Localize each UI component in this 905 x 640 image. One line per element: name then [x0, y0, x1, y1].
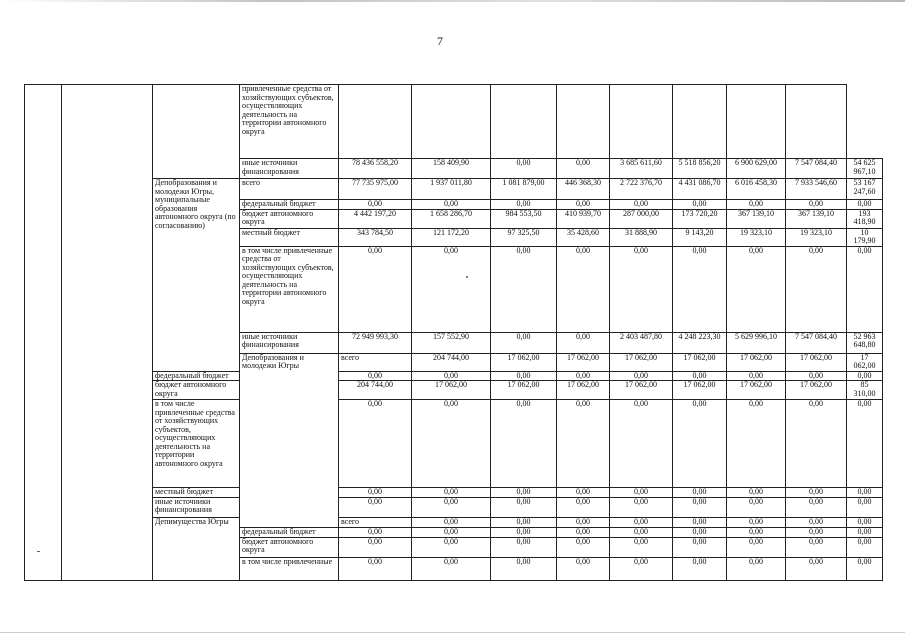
table-row [25, 179, 883, 200]
amount-cell: 0,00 [339, 557, 412, 580]
responsible-org-cell: Депобразования и молодежи Югры [240, 353, 339, 527]
amount-cell: 0,00 [673, 200, 727, 210]
amount-cell: 4 248 223,30 [673, 332, 727, 353]
amount-cell: 0,00 [786, 517, 847, 527]
amount-cell: 72 949 993,30 [339, 332, 412, 353]
table-row [25, 488, 883, 498]
amount-cell: 0,00 [491, 371, 557, 381]
amount-cell: 9 143,20 [673, 228, 727, 246]
funding-source-label: местный бюджет [153, 488, 240, 498]
amount-cell: 17 062,00 [610, 353, 673, 371]
amount-cell: 0,00 [412, 488, 491, 498]
amount-cell: 0,00 [412, 517, 491, 527]
amount-cell: 121 172,20 [412, 228, 491, 246]
amount-cell: 204 744,00 [412, 353, 491, 371]
amount-cell: 0,00 [786, 400, 847, 488]
amount-cell: 0,00 [786, 537, 847, 557]
amount-cell: 204 744,00 [339, 381, 412, 400]
amount-cell: 0,00 [786, 557, 847, 580]
scan-edge-bottom [0, 632, 905, 633]
amount-cell: 0,00 [847, 527, 883, 537]
funding-source-label: бюджет автономного округа [240, 209, 339, 228]
amount-cell: 0,00 [610, 537, 673, 557]
amount-cell: 193 418,90 [847, 209, 883, 228]
amount-cell: 4 431 086,70 [673, 179, 727, 200]
amount-cell: 0,00 [557, 517, 610, 527]
amount-cell: 173 720,20 [673, 209, 727, 228]
amount-cell: 17 062,00 [673, 353, 727, 371]
amount-cell: 0,00 [727, 246, 786, 332]
scan-speck [466, 276, 468, 278]
amount-cell: 0,00 [412, 497, 491, 517]
amount-cell: 0,00 [339, 400, 412, 488]
amount-cell: 367 139,10 [786, 209, 847, 228]
amount-cell: 17 062,00 [847, 353, 883, 371]
funding-source-label: всего [240, 179, 339, 200]
amount-cell: 17 062,00 [727, 353, 786, 371]
amount-cell: 6 900 629,00 [727, 159, 786, 179]
amount-cell: 0,00 [339, 200, 412, 210]
amount-cell: 85 310,00 [847, 381, 883, 400]
amount-cell: 0,00 [610, 200, 673, 210]
funding-source-label: бюджет автономного округа [153, 381, 240, 400]
amount-cell: 6 016 458,30 [727, 179, 786, 200]
amount-cell: 287 000,00 [610, 209, 673, 228]
amount-cell: 0,00 [610, 557, 673, 580]
amount-cell [673, 85, 727, 159]
amount-cell: 0,00 [673, 246, 727, 332]
amount-cell: 0,00 [727, 400, 786, 488]
amount-cell: 0,00 [412, 537, 491, 557]
amount-cell: 0,00 [673, 537, 727, 557]
amount-cell: 0,00 [412, 200, 491, 210]
amount-cell [727, 85, 786, 159]
funding-source-label: федеральный бюджет [240, 200, 339, 210]
amount-cell: 17 062,00 [412, 381, 491, 400]
amount-cell: 0,00 [610, 246, 673, 332]
amount-cell: 0,00 [610, 488, 673, 498]
funding-source-label: иные источники финансирования [240, 332, 339, 353]
amount-cell: 0,00 [673, 400, 727, 488]
amount-cell: 7 547 084,40 [786, 159, 847, 179]
table-row [25, 371, 883, 381]
amount-cell: 1 658 286,70 [412, 209, 491, 228]
amount-cell: 17 062,00 [557, 381, 610, 400]
funding-source-label: привлеченные средства от хозяйствующих субъектов, осуществляющих деятельность на территории автономного округа [240, 85, 339, 159]
budget-table [24, 84, 883, 581]
amount-cell: 0,00 [847, 537, 883, 557]
table-row [25, 400, 883, 488]
amount-cell: 17 062,00 [786, 353, 847, 371]
amount-cell: 0,00 [412, 557, 491, 580]
amount-cell: 0,00 [491, 332, 557, 353]
amount-cell: 0,00 [727, 537, 786, 557]
amount-cell: 17 062,00 [786, 381, 847, 400]
amount-cell: 0,00 [610, 371, 673, 381]
amount-cell: 7 933 546,60 [786, 179, 847, 200]
scan-speck [37, 551, 40, 552]
amount-cell: 0,00 [610, 400, 673, 488]
amount-cell: 0,00 [557, 332, 610, 353]
amount-cell: 17 062,00 [491, 353, 557, 371]
amount-cell [412, 85, 491, 159]
funding-source-label: в том числе привлеченные средства от хозяйствующих субъектов, осуществляющих деятельность на территории автономного округа [240, 246, 339, 332]
amount-cell: 5 629 996,10 [727, 332, 786, 353]
amount-cell: 0,00 [673, 557, 727, 580]
table-row [25, 497, 883, 517]
page-number: 7 [437, 34, 443, 48]
amount-cell: 367 139,10 [727, 209, 786, 228]
amount-cell: 0,00 [786, 371, 847, 381]
scan-edge-top [0, 0, 905, 2]
amount-cell: 0,00 [491, 557, 557, 580]
responsible-org-cell: Депобразования и молодежи Югры, муниципальные образования автономного округа (по согласованию) [153, 179, 240, 372]
funding-source-label: всего [339, 353, 412, 371]
amount-cell: 1 081 879,00 [491, 179, 557, 200]
amount-cell: 19 323,10 [727, 228, 786, 246]
amount-cell: 0,00 [557, 537, 610, 557]
amount-cell: 78 436 558,20 [339, 159, 412, 179]
amount-cell: 446 368,30 [557, 179, 610, 200]
amount-cell: 77 735 975,00 [339, 179, 412, 200]
amount-cell: 0,00 [491, 246, 557, 332]
amount-cell [557, 85, 610, 159]
amount-cell: 0,00 [610, 497, 673, 517]
amount-cell: 0,00 [727, 497, 786, 517]
amount-cell: 35 428,60 [557, 228, 610, 246]
amount-cell: 0,00 [727, 371, 786, 381]
table-row [25, 517, 883, 527]
amount-cell: 0,00 [727, 517, 786, 527]
funding-source-label: федеральный бюджет [240, 527, 339, 537]
amount-cell: 0,00 [557, 497, 610, 517]
amount-cell [610, 85, 673, 159]
amount-cell: 54 625 967,10 [847, 159, 883, 179]
amount-cell [339, 85, 412, 159]
amount-cell: 0,00 [557, 527, 610, 537]
amount-cell: 0,00 [557, 200, 610, 210]
amount-cell: 0,00 [610, 527, 673, 537]
amount-cell: 0,00 [673, 527, 727, 537]
amount-cell: 4 442 197,20 [339, 209, 412, 228]
amount-cell: 0,00 [786, 246, 847, 332]
amount-cell: 17 062,00 [673, 381, 727, 400]
amount-cell: 0,00 [557, 246, 610, 332]
blank-column-2 [62, 85, 153, 581]
amount-cell: 2 722 376,70 [610, 179, 673, 200]
funding-source-label: в том числе привлеченные средства от хозяйствующих субъектов, осуществляющих деятельность на территории автономного округа [153, 400, 240, 488]
amount-cell: 0,00 [412, 246, 491, 332]
amount-cell: 0,00 [339, 497, 412, 517]
amount-cell: 0,00 [847, 371, 883, 381]
amount-cell: 0,00 [412, 371, 491, 381]
amount-cell: 0,00 [339, 371, 412, 381]
amount-cell: 0,00 [847, 400, 883, 488]
amount-cell: 0,00 [491, 537, 557, 557]
responsible-org-cell: Депимущества Югры [153, 517, 240, 580]
amount-cell: 0,00 [491, 517, 557, 527]
amount-cell: 0,00 [786, 200, 847, 210]
amount-cell: 0,00 [339, 246, 412, 332]
table-row [25, 85, 883, 159]
amount-cell: 17 062,00 [727, 381, 786, 400]
amount-cell: 0,00 [491, 488, 557, 498]
amount-cell: 0,00 [557, 488, 610, 498]
amount-cell: 17 062,00 [610, 381, 673, 400]
amount-cell [786, 85, 847, 159]
amount-cell: 0,00 [557, 400, 610, 488]
amount-cell: 0,00 [847, 488, 883, 498]
funding-source-label: местный бюджет [240, 228, 339, 246]
table-body [25, 85, 883, 581]
amount-cell: 0,00 [727, 488, 786, 498]
amount-cell: 0,00 [673, 517, 727, 527]
amount-cell: 0,00 [491, 159, 557, 179]
blank-column-1 [25, 85, 62, 581]
amount-cell: 0,00 [847, 497, 883, 517]
amount-cell: 343 784,50 [339, 228, 412, 246]
amount-cell: 0,00 [610, 517, 673, 527]
amount-cell: 0,00 [727, 200, 786, 210]
funding-source-label: бюджет автономного округа [240, 537, 339, 557]
amount-cell: 0,00 [673, 497, 727, 517]
amount-cell [491, 85, 557, 159]
amount-cell: 53 167 247,60 [847, 179, 883, 200]
amount-cell: 0,00 [491, 497, 557, 517]
amount-cell: 0,00 [557, 159, 610, 179]
amount-cell: 0,00 [491, 527, 557, 537]
amount-cell: 31 888,90 [610, 228, 673, 246]
responsible-org-cell [153, 85, 240, 179]
amount-cell: 0,00 [673, 488, 727, 498]
funding-source-label: в том числе привлеченные [240, 557, 339, 580]
funding-source-label: федеральный бюджет [153, 371, 240, 381]
amount-cell: 0,00 [412, 527, 491, 537]
amount-cell: 3 685 611,60 [610, 159, 673, 179]
funding-source-label: иные источники финансирования [240, 159, 339, 179]
amount-cell: 984 553,50 [491, 209, 557, 228]
amount-cell: 1 937 011,80 [412, 179, 491, 200]
table-row [25, 381, 883, 400]
amount-cell: 0,00 [412, 400, 491, 488]
amount-cell: 0,00 [727, 557, 786, 580]
amount-cell: 0,00 [491, 400, 557, 488]
amount-cell: 0,00 [339, 527, 412, 537]
amount-cell: 0,00 [557, 371, 610, 381]
amount-cell: 17 062,00 [557, 353, 610, 371]
amount-cell: 157 552,90 [412, 332, 491, 353]
funding-source-label: иные источники финансирования [153, 497, 240, 517]
amount-cell: 7 547 084,40 [786, 332, 847, 353]
amount-cell: 0,00 [673, 371, 727, 381]
amount-cell: 19 323,10 [786, 228, 847, 246]
amount-cell: 0,00 [786, 488, 847, 498]
amount-cell: 2 403 487,80 [610, 332, 673, 353]
amount-cell: 0,00 [339, 537, 412, 557]
amount-cell: 158 409,90 [412, 159, 491, 179]
amount-cell: 0,00 [847, 557, 883, 580]
funding-source-label: всего [339, 517, 412, 527]
amount-cell: 0,00 [339, 488, 412, 498]
amount-cell: 17 062,00 [491, 381, 557, 400]
amount-cell: 52 963 648,80 [847, 332, 883, 353]
amount-cell: 0,00 [786, 497, 847, 517]
amount-cell: 0,00 [847, 246, 883, 332]
amount-cell: 0,00 [847, 517, 883, 527]
amount-cell: 410 939,70 [557, 209, 610, 228]
amount-cell: 0,00 [847, 200, 883, 210]
amount-cell: 0,00 [557, 557, 610, 580]
amount-cell: 5 518 856,20 [673, 159, 727, 179]
amount-cell: 10 179,90 [847, 228, 883, 246]
amount-cell: 0,00 [491, 200, 557, 210]
amount-cell: 0,00 [786, 527, 847, 537]
amount-cell: 0,00 [727, 527, 786, 537]
amount-cell: 97 325,50 [491, 228, 557, 246]
